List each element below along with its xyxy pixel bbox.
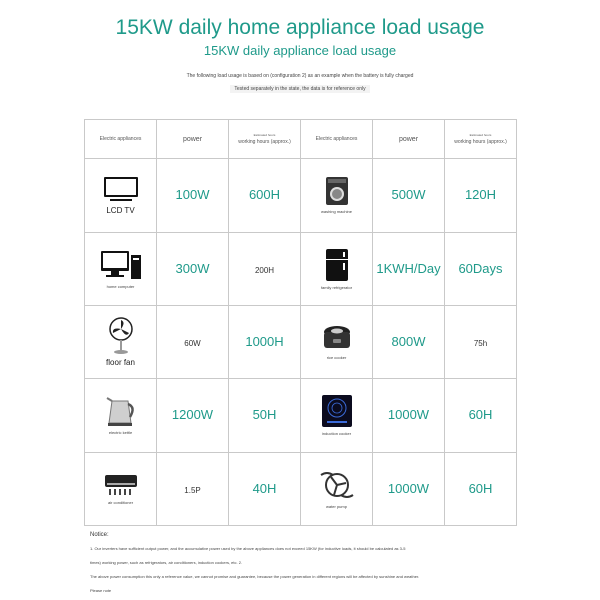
header-power: power: [157, 120, 229, 159]
power-cell: 1000W: [373, 452, 445, 525]
header-appliance: Electric appliances: [301, 120, 373, 159]
hours-cell: 120H: [445, 159, 517, 232]
appliance-cell: [85, 305, 157, 378]
notice-title: Notice:: [90, 532, 109, 538]
appliance-label: electric kettle: [108, 430, 133, 436]
page-title: 15KW daily home appliance load usage: [115, 16, 485, 39]
header-hours: Estimated hours working hours (approx.): [229, 120, 301, 159]
header-appliance: Electric appliances: [85, 120, 157, 159]
power-cell: 800W: [373, 305, 445, 378]
appliance-cell: [301, 232, 373, 305]
appliance-label: rice cooker: [326, 355, 347, 361]
appliance-cell: [85, 232, 157, 305]
computer-icon: [100, 249, 142, 281]
appliance-cell: [301, 379, 373, 452]
hours-cell: 50H: [229, 379, 301, 452]
page-subtitle: 15KW daily appliance load usage: [203, 43, 397, 58]
test-condition-note: The following load usage is based on (configuration 2) as an example when the battery is fully charged: [186, 73, 414, 79]
notice-line: Please note: [90, 588, 112, 593]
fan-icon: [107, 317, 135, 355]
appliance-label: floor fan: [106, 358, 135, 368]
power-cell: 300W: [157, 232, 229, 305]
appliance-cell: [301, 305, 373, 378]
table-row: [85, 305, 517, 378]
hours-cell: 60H: [445, 452, 517, 525]
reference-note: Tested separately in the state, the data is for reference only: [0, 86, 600, 92]
hours-cell: 200H: [229, 232, 301, 305]
air-conditioner-icon: [104, 473, 138, 497]
induction-cooker-icon: [321, 394, 353, 428]
hours-cell: 40H: [229, 452, 301, 525]
washing-machine-icon: [325, 176, 349, 206]
hours-cell: 600H: [229, 159, 301, 232]
refrigerator-icon: [324, 248, 350, 282]
kettle-icon: [105, 395, 137, 427]
appliance-label: family refrigerator: [320, 284, 353, 290]
table-header-row: [85, 120, 517, 159]
table-row: [85, 452, 517, 525]
notice-line: times) working power, such as refrigerators, air conditioners, induction cookers, etc. 2.: [90, 560, 243, 565]
appliance-label: water pump: [326, 503, 347, 509]
water-pump-icon: [319, 469, 355, 501]
load-usage-table: [84, 119, 517, 526]
appliance-cell: [301, 452, 373, 525]
table-row: [85, 232, 517, 305]
power-cell: 100W: [157, 159, 229, 232]
power-cell: 60W: [157, 305, 229, 378]
appliance-label: home computer: [106, 283, 135, 289]
table-row: [85, 159, 517, 232]
hours-cell: 1000H: [229, 305, 301, 378]
rice-cooker-icon: [322, 324, 352, 352]
table-row: [85, 379, 517, 452]
appliance-label: washing machine: [321, 209, 352, 215]
hours-cell: 60Days: [445, 232, 517, 305]
appliance-label: air conditioner: [107, 499, 134, 505]
power-cell: 1.5P: [157, 452, 229, 525]
appliance-cell: [301, 159, 373, 232]
notice-line: 1. Our inverters have sufficient output power, and the accumulative power used by the above appliances does not exceed 15KW (for inductive loads, it should be calculated as 3-5: [90, 546, 406, 551]
tv-icon: [102, 175, 140, 203]
hours-cell: 60H: [445, 379, 517, 452]
notice-line: The above power consumption this only a reference value, we cannot promise and guarantee, because the power generation in different regions will be affected by sunshine and weather.: [90, 574, 420, 579]
appliance-cell: [85, 452, 157, 525]
header-power: power: [373, 120, 445, 159]
appliance-cell: [85, 159, 157, 232]
appliance-label: LCD TV: [106, 206, 135, 216]
header-hours: Estimated hours working hours (approx.): [445, 120, 517, 159]
power-cell: 1KWH/Day: [373, 232, 445, 305]
power-cell: 1200W: [157, 379, 229, 452]
appliance-label: induction cooker: [321, 431, 352, 437]
appliance-cell: [85, 379, 157, 452]
power-cell: 1000W: [373, 379, 445, 452]
power-cell: 500W: [373, 159, 445, 232]
hours-cell: 75h: [445, 305, 517, 378]
